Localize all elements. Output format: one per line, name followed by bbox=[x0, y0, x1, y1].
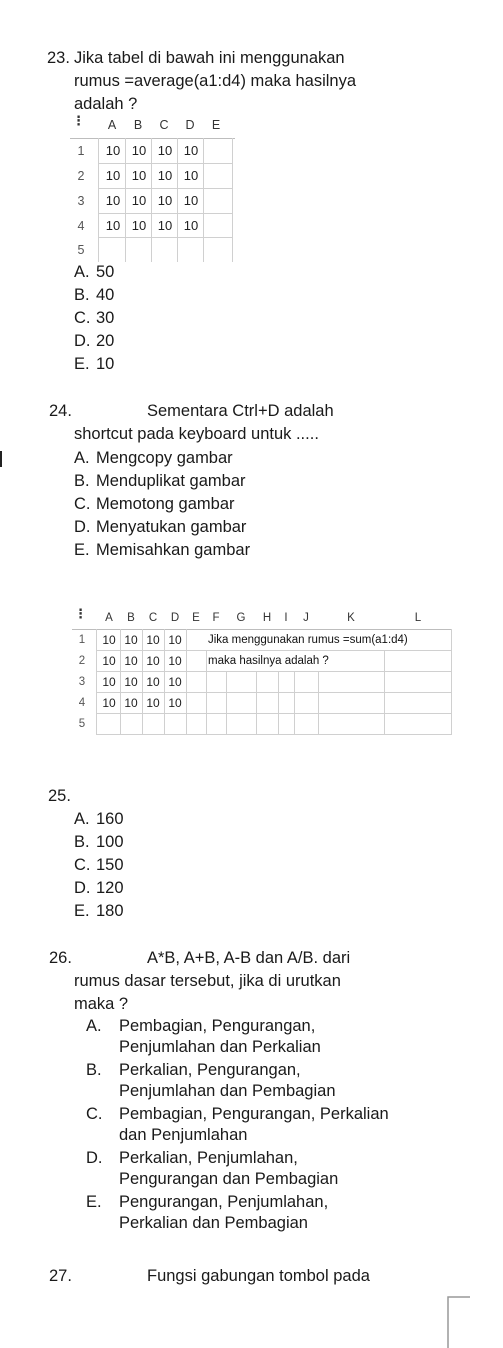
option-a[interactable] bbox=[74, 261, 114, 283]
option-b[interactable] bbox=[86, 1060, 336, 1102]
table-cell: 10 bbox=[157, 143, 173, 158]
table-cell: 10 bbox=[131, 143, 147, 158]
sheet-menu-icon: ⋮ bbox=[74, 606, 87, 621]
option-text: Mengcopy gambar bbox=[96, 449, 233, 467]
option-text-line-2: dan Penjumlahan bbox=[119, 1126, 248, 1144]
column-header-b: B bbox=[127, 612, 135, 624]
option-letter: A. bbox=[86, 1017, 102, 1035]
option-text: Memisahkan gambar bbox=[96, 541, 251, 559]
question-24-line-2: shortcut pada keyboard untuk ..... bbox=[74, 425, 319, 443]
row-number: 5 bbox=[77, 243, 85, 257]
table-cell: 10 bbox=[124, 654, 138, 668]
option-e[interactable] bbox=[74, 900, 124, 922]
option-c[interactable] bbox=[74, 307, 114, 329]
option-letter: D. bbox=[86, 1149, 103, 1167]
option-text-line-2: Pengurangan dan Pembagian bbox=[119, 1170, 339, 1188]
column-header-h: H bbox=[262, 612, 272, 624]
table-cell: 10 bbox=[183, 168, 199, 183]
question-27-line-1: Fungsi gabungan tombol pada bbox=[147, 1267, 370, 1285]
table-cell: 10 bbox=[168, 675, 182, 689]
option-letter: D. bbox=[74, 879, 91, 897]
sheet-menu-icon: ⋮ bbox=[72, 113, 85, 128]
margin-mark bbox=[0, 451, 2, 467]
row-number: 5 bbox=[78, 718, 86, 730]
table-cell: 10 bbox=[124, 696, 138, 710]
row-number: 4 bbox=[78, 697, 86, 709]
option-e[interactable] bbox=[74, 353, 114, 375]
column-header-b: B bbox=[133, 118, 143, 132]
column-header-l: L bbox=[414, 612, 422, 624]
option-text: Menduplikat gambar bbox=[96, 472, 246, 490]
table-cell: 10 bbox=[131, 168, 147, 183]
option-text: 120 bbox=[96, 879, 124, 897]
option-text-line-2: Perkalian dan Pembagian bbox=[119, 1214, 308, 1232]
table-cell: 10 bbox=[168, 633, 182, 647]
option-text-line-2: Penjumlahan dan Pembagian bbox=[119, 1082, 336, 1100]
table-cell: 10 bbox=[146, 654, 160, 668]
column-header-a: A bbox=[105, 612, 113, 624]
option-text: 10 bbox=[96, 355, 115, 373]
spreadsheet-table-25 bbox=[72, 608, 454, 736]
option-letter: E. bbox=[74, 355, 90, 373]
option-letter: E. bbox=[74, 902, 90, 920]
column-header-d: D bbox=[170, 612, 180, 624]
option-text: 100 bbox=[96, 833, 124, 851]
option-text: 180 bbox=[96, 902, 124, 920]
option-c[interactable] bbox=[74, 493, 235, 515]
row-number: 3 bbox=[77, 194, 85, 208]
option-text-line-1: Pengurangan, Penjumlahan, bbox=[119, 1193, 329, 1211]
option-text: 20 bbox=[96, 332, 115, 350]
question-24-line-1: Sementara Ctrl+D adalah bbox=[147, 402, 334, 420]
table-cell: 10 bbox=[131, 218, 147, 233]
table-cell: 10 bbox=[105, 168, 121, 183]
question-23-line-3: adalah ? bbox=[74, 95, 138, 113]
option-e[interactable] bbox=[74, 539, 250, 561]
option-text: 30 bbox=[96, 309, 115, 327]
column-header-e: E bbox=[192, 612, 200, 624]
sheet-question-line-2: maka hasilnya adalah ? bbox=[208, 655, 329, 667]
table-cell: 10 bbox=[124, 675, 138, 689]
table-cell: 10 bbox=[146, 696, 160, 710]
option-d[interactable] bbox=[74, 877, 124, 899]
column-header-k: K bbox=[347, 612, 355, 624]
question-23-number: 23. bbox=[47, 49, 70, 67]
option-d[interactable] bbox=[86, 1148, 338, 1190]
option-letter: E. bbox=[74, 541, 90, 559]
option-letter: A. bbox=[74, 449, 90, 467]
table-cell: 10 bbox=[105, 218, 121, 233]
option-letter: C. bbox=[74, 309, 91, 327]
corner-bracket-icon bbox=[447, 1296, 471, 1348]
column-header-j: J bbox=[303, 612, 309, 624]
column-header-c: C bbox=[148, 612, 158, 624]
question-24-number: 24. bbox=[49, 402, 72, 420]
option-letter: B. bbox=[74, 286, 90, 304]
sheet-question-line-1: Jika menggunakan rumus =sum(a1:d4) bbox=[208, 634, 408, 646]
column-header-d: D bbox=[185, 118, 195, 132]
option-d[interactable] bbox=[74, 516, 246, 538]
table-cell: 10 bbox=[183, 143, 199, 158]
table-cell: 10 bbox=[157, 168, 173, 183]
column-header-a: A bbox=[107, 118, 117, 132]
option-e[interactable] bbox=[86, 1192, 328, 1234]
option-text: Menyatukan gambar bbox=[96, 518, 247, 536]
question-26-number: 26. bbox=[49, 949, 72, 967]
option-text-line-1: Pembagian, Pengurangan, bbox=[119, 1017, 316, 1035]
option-text-line-1: Perkalian, Pengurangan, bbox=[119, 1061, 301, 1079]
row-number: 1 bbox=[77, 144, 85, 158]
row-number: 2 bbox=[77, 169, 85, 183]
option-letter: D. bbox=[74, 518, 91, 536]
table-cell: 10 bbox=[124, 633, 138, 647]
option-a[interactable] bbox=[86, 1016, 321, 1058]
option-a[interactable] bbox=[74, 447, 233, 469]
option-text: 150 bbox=[96, 856, 124, 874]
option-text: 50 bbox=[96, 263, 115, 281]
option-text-line-1: Pembagian, Pengurangan, Perkalian bbox=[119, 1105, 389, 1123]
column-header-c: C bbox=[159, 118, 169, 132]
table-cell: 10 bbox=[102, 675, 116, 689]
question-25-number: 25. bbox=[48, 787, 71, 805]
table-cell: 10 bbox=[168, 696, 182, 710]
table-cell: 10 bbox=[183, 218, 199, 233]
question-26-line-3: maka ? bbox=[74, 995, 129, 1013]
option-b[interactable] bbox=[74, 284, 114, 306]
table-cell: 10 bbox=[146, 675, 160, 689]
option-c[interactable] bbox=[74, 854, 124, 876]
spreadsheet-table-23 bbox=[70, 115, 240, 263]
option-text: Memotong gambar bbox=[96, 495, 235, 513]
option-b[interactable] bbox=[74, 831, 124, 853]
row-number: 3 bbox=[78, 676, 86, 688]
table-cell: 10 bbox=[105, 193, 121, 208]
option-letter: B. bbox=[86, 1061, 102, 1079]
option-letter: B. bbox=[74, 472, 90, 490]
row-number: 1 bbox=[78, 634, 86, 646]
question-23-line-2: rumus =average(a1:d4) maka hasilnya bbox=[74, 72, 357, 90]
option-letter: E. bbox=[86, 1193, 102, 1211]
option-text-line-2: Penjumlahan dan Perkalian bbox=[119, 1038, 321, 1056]
option-letter: A. bbox=[74, 263, 90, 281]
row-number: 2 bbox=[78, 655, 86, 667]
table-cell: 10 bbox=[157, 193, 173, 208]
option-letter: C. bbox=[74, 856, 91, 874]
table-cell: 10 bbox=[146, 633, 160, 647]
table-cell: 10 bbox=[183, 193, 199, 208]
column-header-g: G bbox=[236, 612, 246, 624]
question-26-line-2: rumus dasar tersebut, jika di urutkan bbox=[74, 972, 341, 990]
option-text-line-1: Perkalian, Penjumlahan, bbox=[119, 1149, 298, 1167]
column-header-i: I bbox=[284, 612, 288, 624]
table-cell: 10 bbox=[102, 633, 116, 647]
option-letter: A. bbox=[74, 810, 90, 828]
question-26-line-1: A*B, A+B, A-B dan A/B. dari bbox=[147, 949, 351, 967]
table-cell: 10 bbox=[157, 218, 173, 233]
column-header-e: E bbox=[211, 118, 221, 132]
option-text: 160 bbox=[96, 810, 124, 828]
option-letter: C. bbox=[74, 495, 91, 513]
option-b[interactable] bbox=[74, 470, 246, 492]
table-cell: 10 bbox=[102, 696, 116, 710]
table-cell: 10 bbox=[131, 193, 147, 208]
question-27-number: 27. bbox=[49, 1267, 72, 1285]
option-c[interactable] bbox=[86, 1104, 389, 1146]
option-letter: D. bbox=[74, 332, 91, 350]
table-cell: 10 bbox=[102, 654, 116, 668]
option-a[interactable] bbox=[74, 808, 124, 830]
table-cell: 10 bbox=[105, 143, 121, 158]
row-number: 4 bbox=[77, 219, 85, 233]
column-header-f: F bbox=[212, 612, 220, 624]
table-cell: 10 bbox=[168, 654, 182, 668]
option-letter: B. bbox=[74, 833, 90, 851]
option-text: 40 bbox=[96, 286, 115, 304]
option-letter: C. bbox=[86, 1105, 103, 1123]
question-23-line-1: Jika tabel di bawah ini menggunakan bbox=[74, 49, 345, 67]
option-d[interactable] bbox=[74, 330, 114, 352]
